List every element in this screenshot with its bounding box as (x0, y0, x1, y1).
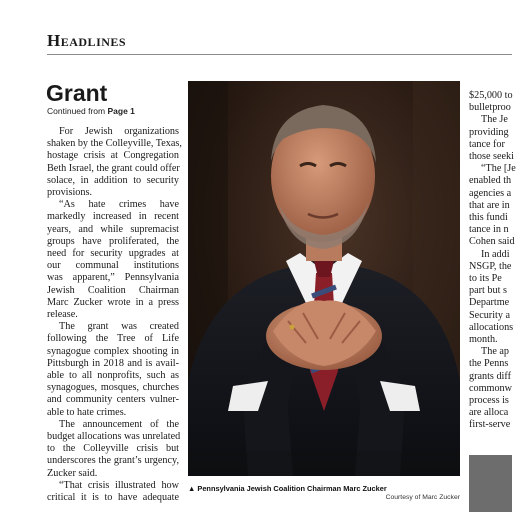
article-text-line: Pittsburgh in 2018 and is avail- (47, 357, 179, 369)
article-text-line: those seeki (469, 151, 514, 163)
article-text-line: hostage crisis at Congregation (47, 150, 179, 162)
article-text-line: budget allocations was unrelated (47, 431, 181, 443)
article-text-line: provisions. (47, 187, 92, 199)
article-text-line: first-serve (469, 419, 511, 431)
article-text-line: bulletproo (469, 102, 511, 114)
article-column-1 (47, 126, 182, 504)
article-text-line: commonw (469, 382, 513, 394)
article-text-line: able to hate crimes. (47, 406, 127, 418)
article-text-line: release. (47, 309, 78, 321)
article-text-line: enabled th (469, 175, 512, 187)
article-text-line: underscores the grant’s urgency, (47, 455, 179, 467)
caption-text: Pennsylvania Jewish Coalition Chairman Marc Zucker (197, 484, 387, 493)
article-text-line: the Penns (469, 358, 509, 370)
article-text-line: month. (469, 334, 498, 346)
article-text-line: Departme (469, 297, 510, 309)
article-text-line: For Jewish organizations (59, 126, 179, 137)
continued-page: Page 1 (107, 106, 135, 116)
article-text-line: providing (469, 126, 509, 138)
continued-line (47, 106, 135, 116)
article-text-line: to the Colleyville crisis but (47, 443, 179, 455)
article-text-line: are alloca (469, 407, 509, 419)
article-text-line: part but s (469, 285, 507, 297)
article-text-line: was apparent,” Pennsylvania (47, 272, 179, 284)
article-text-line: agencies a (469, 187, 512, 199)
article-text-line: Security a (469, 309, 511, 321)
portrait-image (188, 81, 460, 476)
article-text-line: Zucker said. (47, 467, 98, 479)
article-text-line: this fundi (469, 212, 508, 224)
article-text-line: our communal institutions (47, 260, 179, 272)
article-text-line: solace, in addition to security (47, 174, 179, 186)
article-text-line: able to all nonprofits, such as (47, 370, 179, 382)
article-text-line: The Je (481, 114, 508, 126)
article-text-line: and community centers vulner- (47, 394, 179, 406)
article-text-line: that are in (469, 199, 510, 211)
article-text-line: allocations (469, 321, 514, 333)
article-text-line: to its Pe (469, 273, 502, 285)
article-text-line: markedly increased in recent (47, 211, 179, 223)
section-divider (47, 54, 512, 55)
article-text-line: The announcement of the (59, 418, 179, 430)
article-text-line: Cohen said (469, 236, 515, 248)
article-text-line: $25,000 to (469, 90, 513, 101)
article-text-line: following the Tree of Life (47, 333, 179, 345)
portrait-photo (188, 81, 460, 476)
article-text-line: Beth Israel, the grant could offer (47, 162, 180, 174)
article-text-line: The ap (481, 346, 510, 358)
article-text-line: groups have proliferated, the (47, 235, 179, 247)
gray-advertisement-block (469, 455, 512, 512)
article-text-line: years, and while supremacist (47, 223, 179, 235)
article-text-line: critical it is to have adequate (47, 492, 179, 504)
article-text-line: shaken by the Colleyville, Texas, (47, 138, 182, 150)
article-headline: Grant (46, 80, 108, 106)
photo-caption (188, 484, 460, 493)
continued-prefix: Continued from (47, 106, 108, 116)
article-text-line: In addi (481, 248, 510, 260)
article-text-line: need for security upgrades at (47, 248, 179, 260)
article-text-line: process is (469, 395, 509, 407)
article-text-line: synagogues, mosques, churches (47, 382, 179, 394)
article-text-line: “As hate crimes have (59, 199, 179, 211)
article-text-line: Marc Zucker wrote in a press (47, 296, 179, 308)
article-column-3 (469, 90, 529, 432)
article-text-line: The grant was created (59, 321, 179, 333)
article-text-line: NSGP, the (469, 260, 512, 272)
article-text-line: grants diff (469, 370, 511, 382)
section-title: Headlines (47, 31, 127, 50)
article-text-line: Jewish Coalition Chairman (47, 284, 179, 296)
caption-marker: ▲ (188, 484, 196, 493)
photo-credit: Courtesy of Marc Zucker (385, 494, 460, 501)
article-text-line: tance in n (469, 224, 509, 236)
article-text-line: synagogue complex shooting in (47, 345, 179, 357)
article-text-line: “That crisis illustrated how (59, 479, 179, 491)
article-text-line: tance for (469, 138, 505, 150)
article-text-line: “The [Je (481, 163, 516, 175)
